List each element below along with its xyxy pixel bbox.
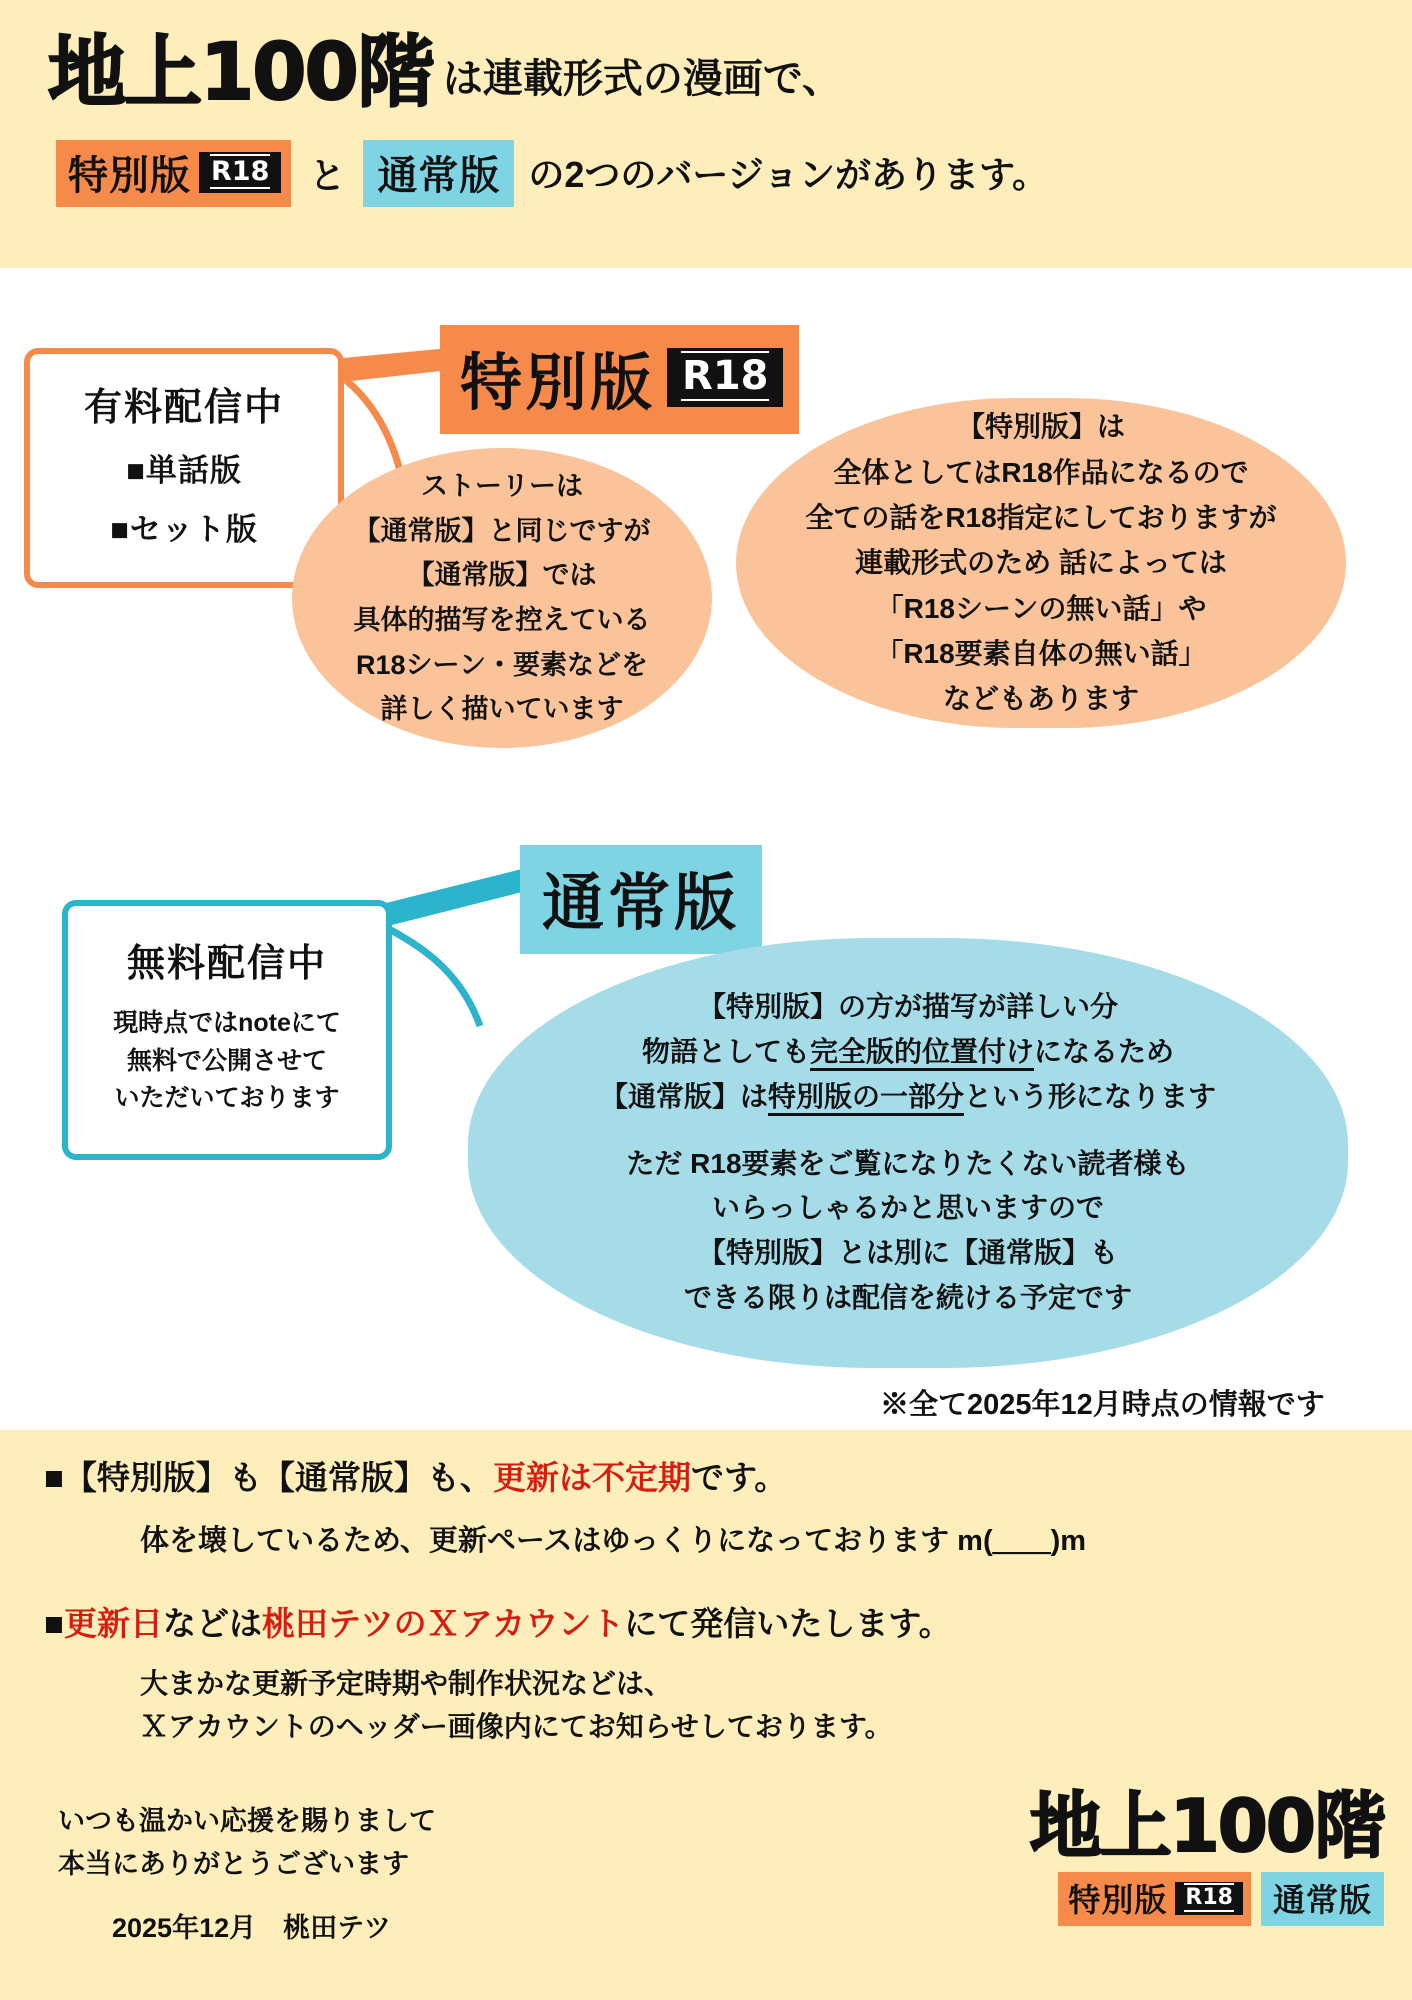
- line: 【通常版】と同じですが: [353, 515, 651, 546]
- line: 「R18シーンの無い話」や: [875, 592, 1207, 624]
- line: 【特別版】は: [956, 411, 1125, 443]
- blob-special-rating: [736, 398, 1346, 728]
- r18-label: R18: [211, 156, 270, 187]
- footer-thanks: [58, 1800, 436, 1886]
- footer-bullet-1: [44, 1452, 787, 1499]
- blob-normal-explanation: [468, 938, 1348, 1368]
- callout-paid-item-2: ■セット版: [110, 512, 258, 547]
- header-conjunction: と: [309, 155, 346, 196]
- line: いつも温かい応援を賜りまして: [58, 1806, 436, 1836]
- underlined-phrase-1: 完全版的位置付け: [810, 1036, 1034, 1071]
- footer-bullet-1-pre: ■【特別版】も【通常版】も、: [44, 1459, 493, 1496]
- line: できる限りは配信を続ける予定です: [683, 1281, 1132, 1313]
- callout-paid-distribution: [24, 348, 344, 588]
- line-with-underline: 物語としても完全版的位置付けになるため: [600, 1030, 1216, 1075]
- line: 現時点ではnoteにて: [113, 1009, 341, 1037]
- blob-special-rating-text: [805, 404, 1276, 722]
- header-line-2-tail: の2つのバージョンがあります。: [528, 154, 1049, 195]
- footer-logo: 地上100階: [1029, 1784, 1384, 1868]
- underlined-phrase-2: 特別版の一部分: [768, 1081, 964, 1116]
- line-with-underline: 【通常版】は特別版の一部分という形になります: [600, 1075, 1216, 1120]
- badge-special-edition: [56, 140, 291, 207]
- line: R18シーン・要素などを: [356, 649, 648, 680]
- footer-bullet-1-post: です。: [690, 1459, 788, 1496]
- r18-label: R18: [682, 353, 769, 399]
- section-title-normal: [520, 845, 762, 954]
- badge-normal-edition: [363, 140, 514, 207]
- line: 無料で公開させて: [126, 1046, 327, 1075]
- blob-normal-explanation-text: [600, 985, 1216, 1321]
- footer-logo-tags: [884, 1872, 1384, 1926]
- callout-free-distribution: [62, 900, 392, 1160]
- footer-bullet-1-highlight: 更新は不定期: [492, 1459, 691, 1496]
- badge-special-edition: [1058, 1872, 1251, 1926]
- section-title-special-label: 特別版: [460, 349, 656, 418]
- footer-bullet-2-pre: ■: [44, 1605, 64, 1642]
- line: ただ R18要素をご覧になりたくない読者様も: [626, 1147, 1190, 1179]
- callout-free-heading: 無料配信中: [126, 943, 327, 985]
- badge-normal-label: 通常版: [1272, 1882, 1372, 1918]
- badge-special-label: 特別版: [68, 154, 191, 198]
- footer-bullet-2-mid: などは: [162, 1605, 262, 1642]
- line: 「R18要素自体の無い話」: [875, 638, 1207, 670]
- blob-special-story-text: [354, 464, 651, 731]
- line: 本当にありがとうございます: [58, 1849, 409, 1880]
- badge-normal-label: 通常版: [377, 154, 501, 198]
- line: 【通常版】では: [407, 560, 597, 591]
- section-title-normal-label: 通常版: [542, 869, 741, 938]
- footer-bullet-1-sub: 体を壊しているため、更新ペースはゆっくりになっております m(＿＿)m: [140, 1525, 1087, 1557]
- line: いらっしゃるかと思いますので: [711, 1192, 1104, 1224]
- line: 全体としてはR18作品になるので: [833, 456, 1249, 488]
- line: 具体的描写を控えている: [353, 605, 651, 635]
- line: 【特別版】とは別に【通常版】も: [697, 1237, 1118, 1269]
- r18-icon: [667, 348, 783, 407]
- title-logo: 地上100階: [48, 28, 433, 118]
- line: 詳しく描いています: [380, 694, 624, 725]
- line: などもあります: [942, 683, 1139, 715]
- callout-free-sub: [68, 1005, 386, 1118]
- footer-bullet-2-post: にて発信いたします。: [624, 1605, 952, 1642]
- line: 全ての話をR18指定にしておりますが: [805, 501, 1277, 533]
- footer-logo-lockup: [884, 1784, 1384, 1926]
- blob-special-story: [292, 448, 712, 748]
- line: 大まかな更新予定時期や制作状況などは、: [140, 1668, 673, 1699]
- footer-bullet-2-highlight-1: 更新日: [63, 1605, 163, 1642]
- header-line-1-tail: は連載形式の漫画で、: [442, 57, 843, 101]
- header-line-2: [56, 140, 1048, 207]
- line: 連載形式のため 話によっては: [855, 547, 1227, 579]
- line: Ｘアカウントのヘッダー画像内にてお知らせしております。: [140, 1711, 893, 1743]
- badge-special-label: 特別版: [1068, 1882, 1168, 1918]
- badge-normal-edition: [1261, 1872, 1384, 1926]
- section-title-special: [440, 325, 799, 434]
- callout-paid-heading: 有料配信中: [83, 387, 284, 429]
- line: 【特別版】の方が描写が詳しい分: [697, 991, 1118, 1023]
- r18-label: R18: [1185, 1884, 1233, 1910]
- footer-bullet-2-sub: [140, 1662, 893, 1749]
- footer-bullet-2-highlight-2: 桃田テツのＸアカウント: [261, 1605, 625, 1642]
- footer-signature: 2025年12月 桃田テツ: [112, 1913, 391, 1943]
- footer-bullet-2: [44, 1598, 952, 1645]
- info-date-note: ※全て2025年12月時点の情報です: [880, 1389, 1325, 1421]
- line: いただいております: [114, 1084, 340, 1112]
- r18-icon: [199, 152, 281, 193]
- paragraph-gap: [600, 1120, 1216, 1142]
- r18-icon: [1175, 1882, 1243, 1915]
- callout-paid-item-1: ■単話版: [126, 453, 242, 488]
- line: ストーリーは: [421, 471, 583, 502]
- header-line-1: [48, 28, 843, 118]
